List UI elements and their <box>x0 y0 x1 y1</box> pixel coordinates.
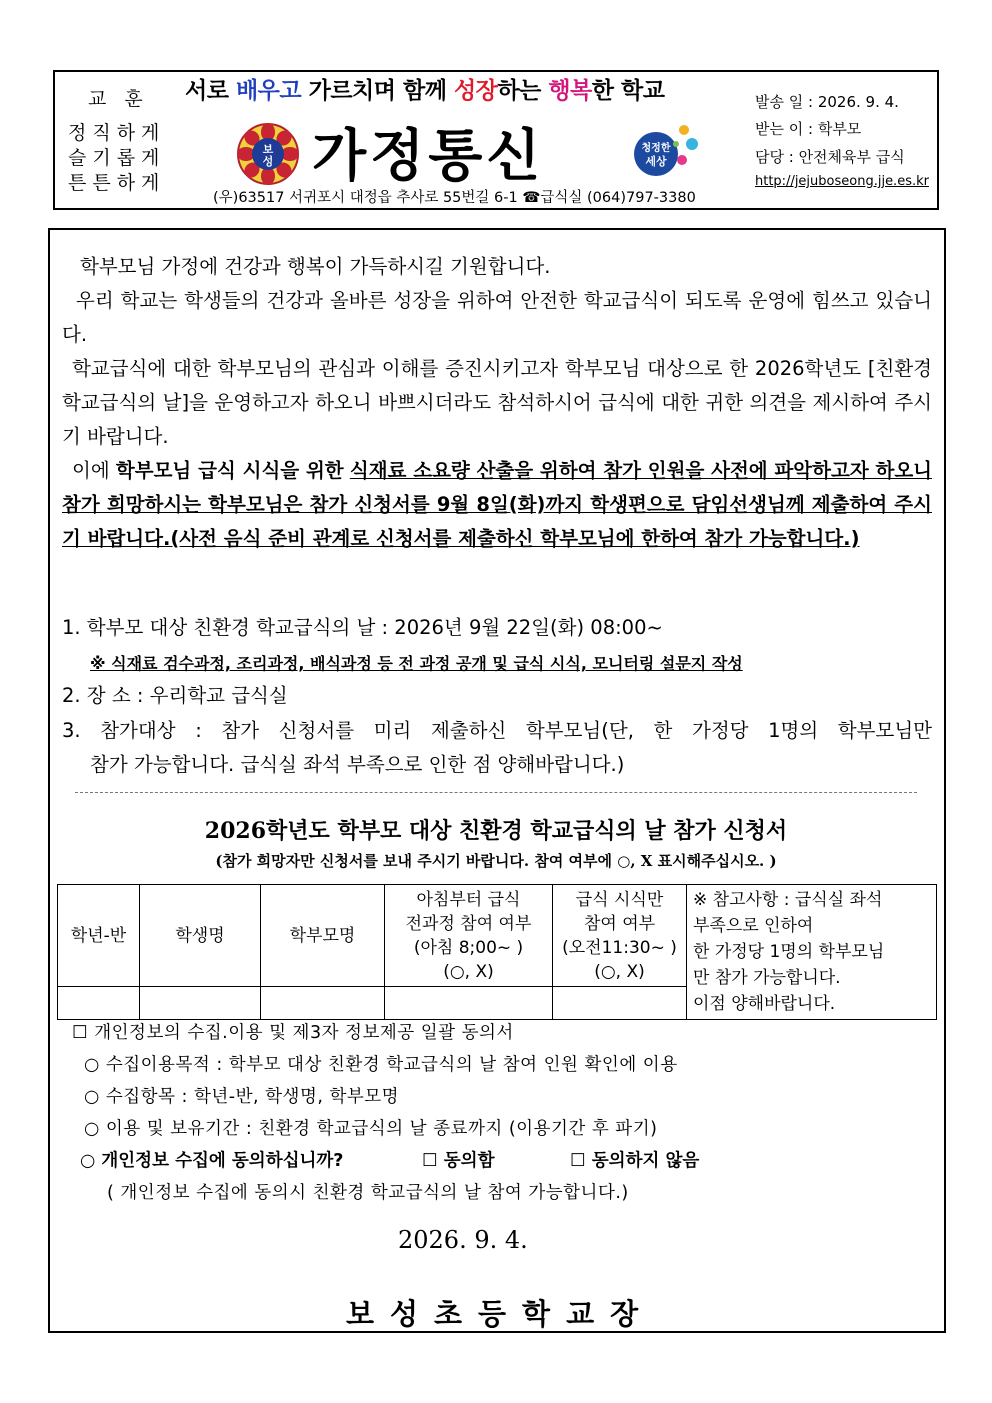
consent-items: ○ 수집항목 : 학년-반, 학생명, 학부모명 <box>84 1087 400 1107</box>
intro-paragraph-1: 학부모님 가정에 건강과 행복이 가득하시길 기원합니다. <box>80 255 551 278</box>
header-student-name: 학생명 <box>140 885 261 987</box>
form-title: 2026학년도 학부모 대상 친환경 학교급식의 날 참가 신청서 <box>204 818 788 844</box>
header-line: (○, X) <box>443 961 494 982</box>
department-in-charge: 담당 : 안전체육부 급식 <box>755 148 905 166</box>
intro-underlined-span: 식재료 소요량 산출을 위하여 참가 인원을 사전에 파악하고자 하오니 참가 희망하시는 학부모님은 참가 신청서를 9월 8일(화)까지 학생편으로 담임선생님께 제출하여 주시기 바랍니다. <box>62 459 933 550</box>
intro-paragraph-4 <box>62 454 932 556</box>
note-line: 만 참가 가능합니다. <box>693 968 841 988</box>
note-line: 이점 양해바랍니다. <box>693 994 836 1014</box>
clean-world-logo-icon <box>632 120 702 182</box>
slogan-part: 한 학교 <box>591 78 665 104</box>
input-full-participation[interactable] <box>385 987 553 1020</box>
principal-signature: 보성초등학교장 <box>346 1297 655 1331</box>
slogan-part: 가르치며 함께 <box>301 78 454 104</box>
location-item: 2. 장 소 : 우리학교 급식실 <box>62 684 288 707</box>
school-emblem-icon <box>236 122 300 186</box>
cut-line-divider <box>75 792 917 793</box>
recipient: 받는 이 : 학부모 <box>755 120 862 138</box>
header-full-participation <box>385 885 553 987</box>
intro-text <box>62 250 932 556</box>
participant-item-line-1: 3. 참가대상 : 참가 신청서를 미리 제출하신 학부모님(단, 한 가정당 1명의 학부모님만 <box>62 719 932 742</box>
header-line: (○, X) <box>594 961 645 982</box>
event-note: ※ 식재료 검수과정, 조리과정, 배식과정 등 전 과정 공개 및 급식 시식, 모니터링 설문지 작성 <box>90 654 743 673</box>
disagree-checkbox[interactable]: ☐ 동의하지 않음 <box>570 1151 700 1171</box>
note-line: 한 가정당 1명의 학부모님 <box>693 942 885 962</box>
agree-checkbox[interactable]: ☐ 동의함 <box>422 1151 495 1171</box>
svg-text:보: 보 <box>262 143 274 156</box>
slogan-part: 성장 <box>453 78 498 104</box>
form-subtitle: (참가 희망자만 신청서를 보내 주시기 바랍니다. 참여 여부에 ○, X 표시해주십시오. ) <box>215 852 777 870</box>
input-tasting-participation[interactable] <box>553 987 687 1020</box>
header-line: 참여 여부 <box>583 913 656 934</box>
input-parent-name[interactable] <box>261 987 385 1020</box>
header-line: 전과정 참여 여부 <box>405 913 532 934</box>
event-date-item: 1. 학부모 대상 친환경 학교급식의 날 : 2026년 9월 22일(화) 08:00~ <box>62 616 663 639</box>
participant-item-line-2: 참가 가능합니다. 급식실 좌석 부족으로 인한 점 양해바랍니다.) <box>90 753 625 776</box>
svg-text:성: 성 <box>262 155 274 168</box>
reference-note <box>687 885 937 1020</box>
motto-line-3: 튼튼하게 <box>68 172 166 194</box>
header-line: 급식 시식만 <box>575 889 664 910</box>
consent-period: ○ 이용 및 보유기간 : 친환경 학교급식의 날 종료까지 (이용기간 후 파기) <box>84 1119 658 1139</box>
page-title: 가정통신 <box>312 123 545 189</box>
slogan-part: 서로 <box>185 78 236 104</box>
school-address: (우)63517 서귀포시 대정읍 추사로 55번길 6-1 ☎급식실 (064)797-3380 <box>213 190 696 206</box>
note-line: 부족으로 인하여 <box>693 916 814 936</box>
header-line: (아침 8;00~ ) <box>413 937 524 958</box>
intro-text-span: 이에 <box>72 459 116 482</box>
header-grade-class: 학년-반 <box>58 885 140 987</box>
input-grade-class[interactable] <box>58 987 140 1020</box>
school-slogan <box>185 72 664 105</box>
motto-line-1: 정직하게 <box>68 122 166 144</box>
svg-text:청정한: 청정한 <box>641 143 671 154</box>
intro-paragraph-3: 학교급식에 대한 학부모님의 관심과 이해를 증진시키고자 학부모님 대상으로 한 2026학년도 [친환경 학교급식의 날]을 운영하고자 하오니 바쁘시더라도 참석하시어 급식에 대한 귀한 의견을 제시하여 주시기 바랍니다. <box>62 357 932 448</box>
motto-line-2: 슬기롭게 <box>68 147 166 169</box>
header-line: (오전11:30~ ) <box>562 937 677 958</box>
header-line: 아침부터 급식 <box>416 889 521 910</box>
consent-question: ○ 개인정보 수집에 동의하십니까? <box>80 1151 344 1171</box>
slogan-part: 하는 <box>497 78 549 104</box>
header-tasting-participation <box>553 885 687 987</box>
consent-footnote: ( 개인정보 수집에 동의시 친환경 학교급식의 날 참여 가능합니다.) <box>107 1183 629 1203</box>
application-table <box>57 884 937 1020</box>
consent-purpose: ○ 수집이용목적 : 학부모 대상 친환경 학교급식의 날 참여 인원 확인에 이용 <box>84 1055 678 1075</box>
slogan-part: 행복 <box>548 78 592 104</box>
input-student-name[interactable] <box>140 987 261 1020</box>
school-website-link[interactable]: http://jejuboseong.jje.es.kr <box>755 174 929 189</box>
send-date: 발송 일 : 2026. 9. 4. <box>755 93 899 111</box>
note-line: ※ 참고사항 : 급식실 좌석 <box>693 890 883 910</box>
intro-paragraph-2: 우리 학교는 학생들의 건강과 올바른 성장을 위하여 안전한 학교급식이 되도록 운영에 힘쓰고 있습니다. <box>62 289 932 346</box>
svg-text:세상: 세상 <box>645 155 667 168</box>
slogan-part: 배우고 <box>235 78 302 104</box>
header-parent-name: 학부모명 <box>261 885 385 987</box>
motto-label: 교 훈 <box>88 88 149 110</box>
intro-underlined-span: (사전 음식 준비 관계로 신청서를 제출하신 학부모님에 한하여 참가 가능합니다.) <box>170 527 860 550</box>
consent-title: ☐ 개인정보의 수집.이용 및 제3자 정보제공 일괄 동의서 <box>72 1023 514 1043</box>
document-date: 2026. 9. 4. <box>398 1226 528 1254</box>
intro-bold-span: 학부모님 급식 시식을 위한 <box>115 459 344 482</box>
